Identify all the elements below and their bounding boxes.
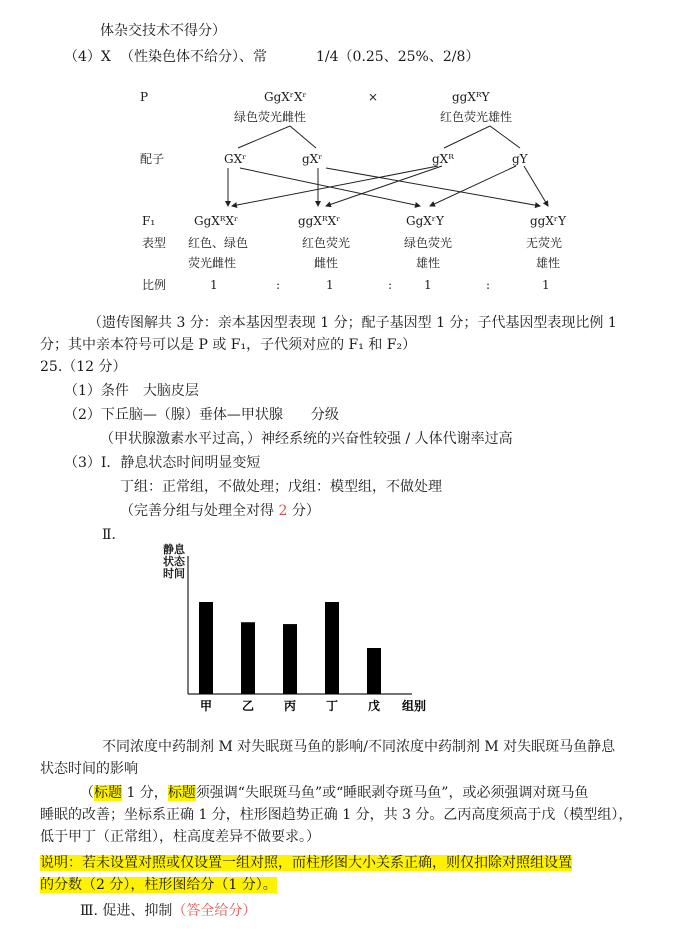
bar-丁 xyxy=(325,602,339,694)
line-1: 体杂交技术不得分） xyxy=(100,23,226,39)
bar-乙 xyxy=(241,622,255,694)
offspring-1-pheno2: 荧光雌性 xyxy=(188,256,237,270)
ratio-colon: : xyxy=(486,278,491,292)
answer-25-1: （1）条件 大脑皮层 xyxy=(64,383,199,399)
tick-label-丁: 丁 xyxy=(325,699,339,713)
tick-label-乙: 乙 xyxy=(241,699,255,713)
bar-甲 xyxy=(199,602,213,694)
chart-ylabel: 静息状态时间 xyxy=(163,543,185,580)
ratio-1: 1 xyxy=(210,278,218,292)
tick-label-丙: 丙 xyxy=(283,699,297,713)
last-line xyxy=(80,902,256,920)
question-25-header: 25.（12 分） xyxy=(40,359,127,375)
note-line-2-text: 的分数（2 分），柱形图给分（1 分）。 xyxy=(40,877,277,893)
f1-label: F₁ xyxy=(142,214,156,228)
ratio-label: 比例 xyxy=(142,278,167,292)
parent1-genotype: GgXʳXʳ xyxy=(264,90,307,104)
answer-4-b: 1/4（0.25、25%、2/8） xyxy=(316,49,480,65)
last-line-red: （答全给分） xyxy=(172,903,257,919)
ratio-3: 1 xyxy=(424,278,432,292)
cross-p-label: P xyxy=(140,90,149,104)
answer-25-3b: 丁组：正常组，不做处理；戊组：模型组，不做处理 xyxy=(120,479,442,495)
last-line-pre: Ⅲ. 促进、抑制 xyxy=(80,903,173,919)
note-line-1 xyxy=(40,854,572,872)
scoring-line-1 xyxy=(80,784,588,802)
ratio-4: 1 xyxy=(542,278,550,292)
offspring-4-pheno: 无荧光 xyxy=(526,236,563,250)
gamete-4: gY xyxy=(512,152,528,166)
chart-xlabel: 组别 xyxy=(401,699,427,713)
offspring-4-genotype: ggXʳY xyxy=(530,214,566,228)
answer-25-3d: Ⅱ． xyxy=(102,527,126,543)
scoring-post: 须强调“失眠斑马鱼”或“睡眠剥夺斑马鱼”，或必须强调对斑马鱼 xyxy=(195,785,589,801)
answer-25-2b: （甲状腺激素水平过高，）神经系统的兴奋性较强 / 人体代谢率过高 xyxy=(100,431,513,447)
scoring-line-2: 睡眠的改善；坐标系正确 1 分，柱形图趋势正确 1 分，共 3 分。乙丙高度须高于戊（模型组）， xyxy=(40,807,633,823)
offspring-1-pheno: 红色、绿色 xyxy=(188,236,249,250)
parent2-genotype: ggXᴿY xyxy=(452,90,490,104)
answer-4-a: （性染色体不给分）、常 xyxy=(120,49,267,65)
highlight-title-2: 标题 xyxy=(167,785,196,801)
offspring-3-pheno: 绿色荧光 xyxy=(404,236,453,250)
answer-25-3: （3）Ⅰ．静息状态时间明显变短 xyxy=(64,455,261,471)
ratio-colon: : xyxy=(276,278,281,292)
offspring-2-pheno: 红色荧光 xyxy=(302,236,351,250)
phenotype-label: 表型 xyxy=(142,236,167,250)
bar-丙 xyxy=(283,624,297,694)
answer-4-label: （4）X xyxy=(64,49,111,65)
ratio-2: 1 xyxy=(326,278,334,292)
tick-label-戊: 戊 xyxy=(367,699,381,713)
bar-戊 xyxy=(367,648,381,694)
offspring-2-pheno2: 雌性 xyxy=(314,256,339,270)
parent1-phenotype: 绿色荧光雌性 xyxy=(234,110,307,124)
gamete-label: 配子 xyxy=(140,152,165,166)
offspring-3-pheno2: 雄性 xyxy=(416,256,441,270)
offspring-1-genotype: GgXᴿXʳ xyxy=(194,214,239,228)
parent2-phenotype: 红色荧光雄性 xyxy=(440,110,513,124)
score-number: 2 xyxy=(278,503,288,519)
scoring-mid: 1 分， xyxy=(122,785,168,801)
caption-line-2: 状态时间的影响 xyxy=(40,761,138,777)
note-line-1-text: 说明：若未设置对照或仅设置一组对照，而柱形图大小关系正确，则仅扣除对照组设置 xyxy=(40,855,572,871)
offspring-2-genotype: ggXᴿXʳ xyxy=(298,214,341,228)
explanation-line-2: 分；其中亲本符号可以是 P 或 F₁，子代须对应的 F₁ 和 F₂） xyxy=(40,337,417,353)
answer-25-2: （2）下丘脑—（腺）垂体—甲状腺 分级 xyxy=(64,407,339,423)
tick-label-甲: 甲 xyxy=(199,699,213,713)
answer-25-3c-pre: （完善分组与处理全对得 xyxy=(120,503,279,519)
ratio-colon: : xyxy=(388,278,393,292)
caption-line-1: 不同浓度中药制剂 M 对失眠斑马鱼的影响/不同浓度中药制剂 M 对失眠斑马鱼静息 xyxy=(102,739,616,755)
offspring-4-pheno2: 雄性 xyxy=(536,256,561,270)
gamete-2: gXʳ xyxy=(302,152,323,166)
explanation-line-1: （遗传图解共 3 分：亲本基因型表现 1 分；配子基因型 1 分；子代基因型表现比例 1 xyxy=(88,315,617,331)
gamete-1: GXʳ xyxy=(224,152,247,166)
scoring-line-3: 低于甲丁（正常组），柱高度差异不做要求。） xyxy=(40,829,320,845)
gamete-3: gXᴿ xyxy=(432,152,454,166)
answer-25-3c-post: 分） xyxy=(287,503,320,519)
offspring-3-genotype: GgXʳY xyxy=(406,214,444,228)
cross-times: × xyxy=(368,90,379,104)
highlight-title-1: 标题 xyxy=(94,785,122,801)
note-line-2 xyxy=(40,876,277,894)
scoring-pre: （ xyxy=(80,785,94,801)
